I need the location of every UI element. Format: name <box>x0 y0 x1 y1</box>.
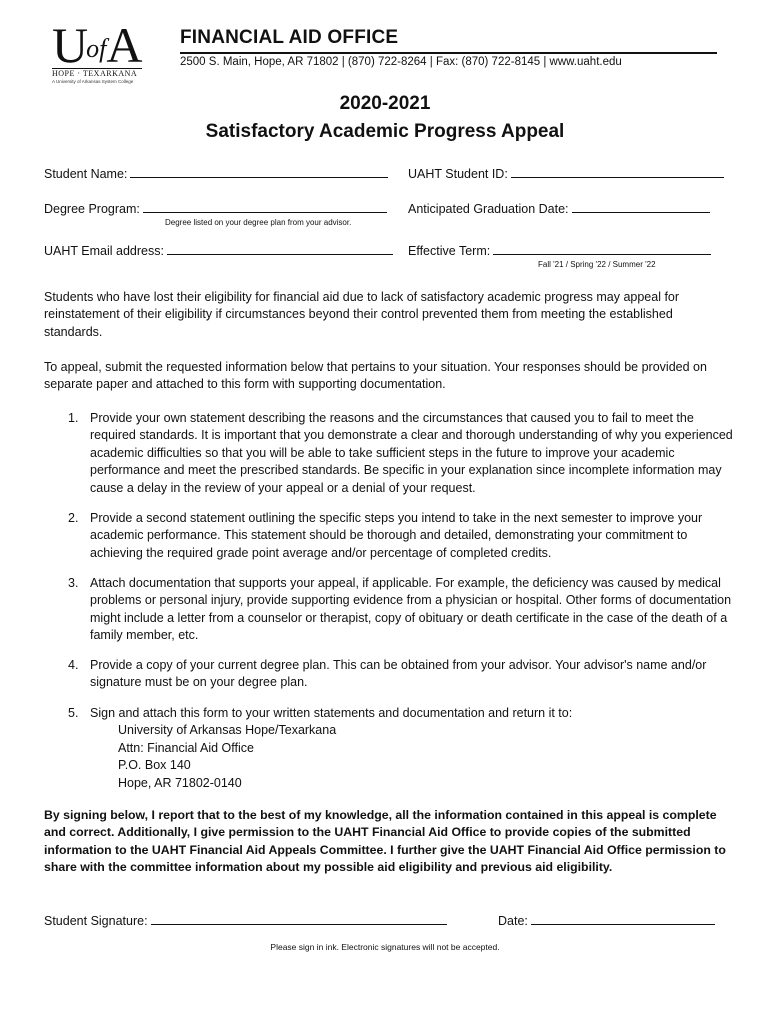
intro-paragraph: Students who have lost their eligibility for financial aid due to lack of satisfactory academic progress may appeal for reinstatement of their eligibility if circumstances beyond their control prevented them from meeting the established standards. <box>44 290 680 339</box>
list-item <box>44 705 734 792</box>
logo-wordmark <box>52 17 141 73</box>
effective-term-label: Effective Term: <box>408 244 491 258</box>
logo-letter-of: of <box>86 34 107 63</box>
form-title: Satisfactory Academic Progress Appeal <box>205 121 565 142</box>
degree-program-label: Degree Program: <box>44 202 140 216</box>
graduation-date-line[interactable] <box>572 201 710 213</box>
student-signature-label: Student Signature: <box>44 914 148 928</box>
graduation-date-label: Anticipated Graduation Date: <box>408 202 569 216</box>
list-item-number: 3. <box>68 576 79 590</box>
uaht-logo <box>52 17 144 90</box>
logo-tagline: A University of Arkansas System College <box>52 79 134 84</box>
office-title: FINANCIAL AID OFFICE <box>180 27 399 48</box>
signature-date-line[interactable] <box>531 913 715 925</box>
list-item-number: 5. <box>68 706 79 720</box>
student-id-field[interactable] <box>408 166 724 181</box>
logo-letter-a: A <box>106 17 141 73</box>
list-item-number: 4. <box>68 658 79 672</box>
student-name-label: Student Name: <box>44 167 128 181</box>
signature-note: Please sign in ink. Electronic signatures will not be accepted. <box>270 942 500 952</box>
effective-term-hint: Fall '21 / Spring '22 / Summer '22 <box>538 260 656 269</box>
list-item-text: Sign and attach this form to your written statements and documentation and return it to: <box>90 706 573 720</box>
list-item-number: 2. <box>68 511 79 525</box>
effective-term-line[interactable] <box>493 243 711 255</box>
student-signature-line[interactable] <box>151 913 447 925</box>
logo-letter-u: U <box>52 17 87 73</box>
email-label: UAHT Email address: <box>44 244 164 258</box>
mailing-address-line: P.O. Box 140 <box>118 758 191 773</box>
list-item <box>44 657 734 692</box>
student-name-field[interactable] <box>44 166 388 181</box>
mailing-address-line: Attn: Financial Aid Office <box>118 740 254 755</box>
list-item-text: Attach documentation that supports your appeal, if applicable. For example, the deficiency was caused by medical problems or personal injury, provide supporting evidence from a physician or hospital. Other forms of documentation might include a letter from a counselor or therapist, copy of obituary or death certificate in the case of the death of a family member, etc. <box>90 576 732 643</box>
header-divider <box>180 52 717 54</box>
student-id-line[interactable] <box>511 166 724 178</box>
email-line[interactable] <box>167 243 393 255</box>
student-id-label: UAHT Student ID: <box>408 167 508 181</box>
degree-program-hint: Degree listed on your degree plan from your advisor. <box>165 218 352 227</box>
certification-statement: By signing below, I report that to the best of my knowledge, all the information contained in this appeal is complete and correct. Additionally, I give permission to the UAHT Financial Aid Office to provide copies of the submitted information to the UAHT Financial Aid Appeals Committee. I further give the UAHT Financial Aid Office permission to share with the committee information about my possible aid eligibility and previous aid eligibility. <box>44 808 726 875</box>
list-item <box>44 510 734 562</box>
logo-subtitle: HOPE · TEXARKANA <box>52 69 138 78</box>
office-contact-info: 2500 S. Main, Hope, AR 71802 | (870) 722-8264 | Fax: (870) 722-8145 | www.uaht.edu <box>180 56 622 68</box>
mailing-address-line: University of Arkansas Hope/Texarkana <box>118 723 337 738</box>
list-item-text: Provide a second statement outlining the specific steps you intend to take in the next semester to improve your academic performance. This statement should be thorough and detailed, demonstrating your commitment to achieving the required grade point average and/or percentage of completed credits. <box>90 511 703 560</box>
effective-term-field[interactable] <box>408 243 711 258</box>
student-signature-field[interactable] <box>44 913 447 928</box>
list-item-number: 1. <box>68 411 79 425</box>
list-item <box>44 575 734 645</box>
signature-date-field[interactable] <box>498 913 715 928</box>
email-field[interactable] <box>44 243 393 258</box>
mailing-address-line: Hope, AR 71802-0140 <box>118 775 242 790</box>
list-item-text: Provide your own statement describing the reasons and the circumstances that caused you to fail to meet the required standards. It is important that you demonstrate a clear and thorough understanding of why you experienced academic difficulties so that you will be able to take sufficient steps in the future to improve your academic performance and meet the prescribed standards. Be specific in your explanation since incomplete information may cause a delay in the review of your appeal or a denial of your request. <box>90 411 733 495</box>
signature-date-label: Date: <box>498 914 528 928</box>
degree-program-line[interactable] <box>143 201 387 213</box>
list-item-text: Provide a copy of your current degree plan. This can be obtained from your advisor. Your advisor's name and/or signature must be on your degree plan. <box>90 658 707 690</box>
graduation-date-field[interactable] <box>408 201 710 216</box>
form-year: 2020-2021 <box>339 93 431 114</box>
instructions-paragraph: To appeal, submit the requested information below that pertains to your situation. Your responses should be provided on separate paper and attached to this form with supporting documentation. <box>44 360 707 392</box>
list-item <box>44 410 734 497</box>
degree-program-field[interactable] <box>44 201 387 216</box>
student-name-line[interactable] <box>130 166 388 178</box>
